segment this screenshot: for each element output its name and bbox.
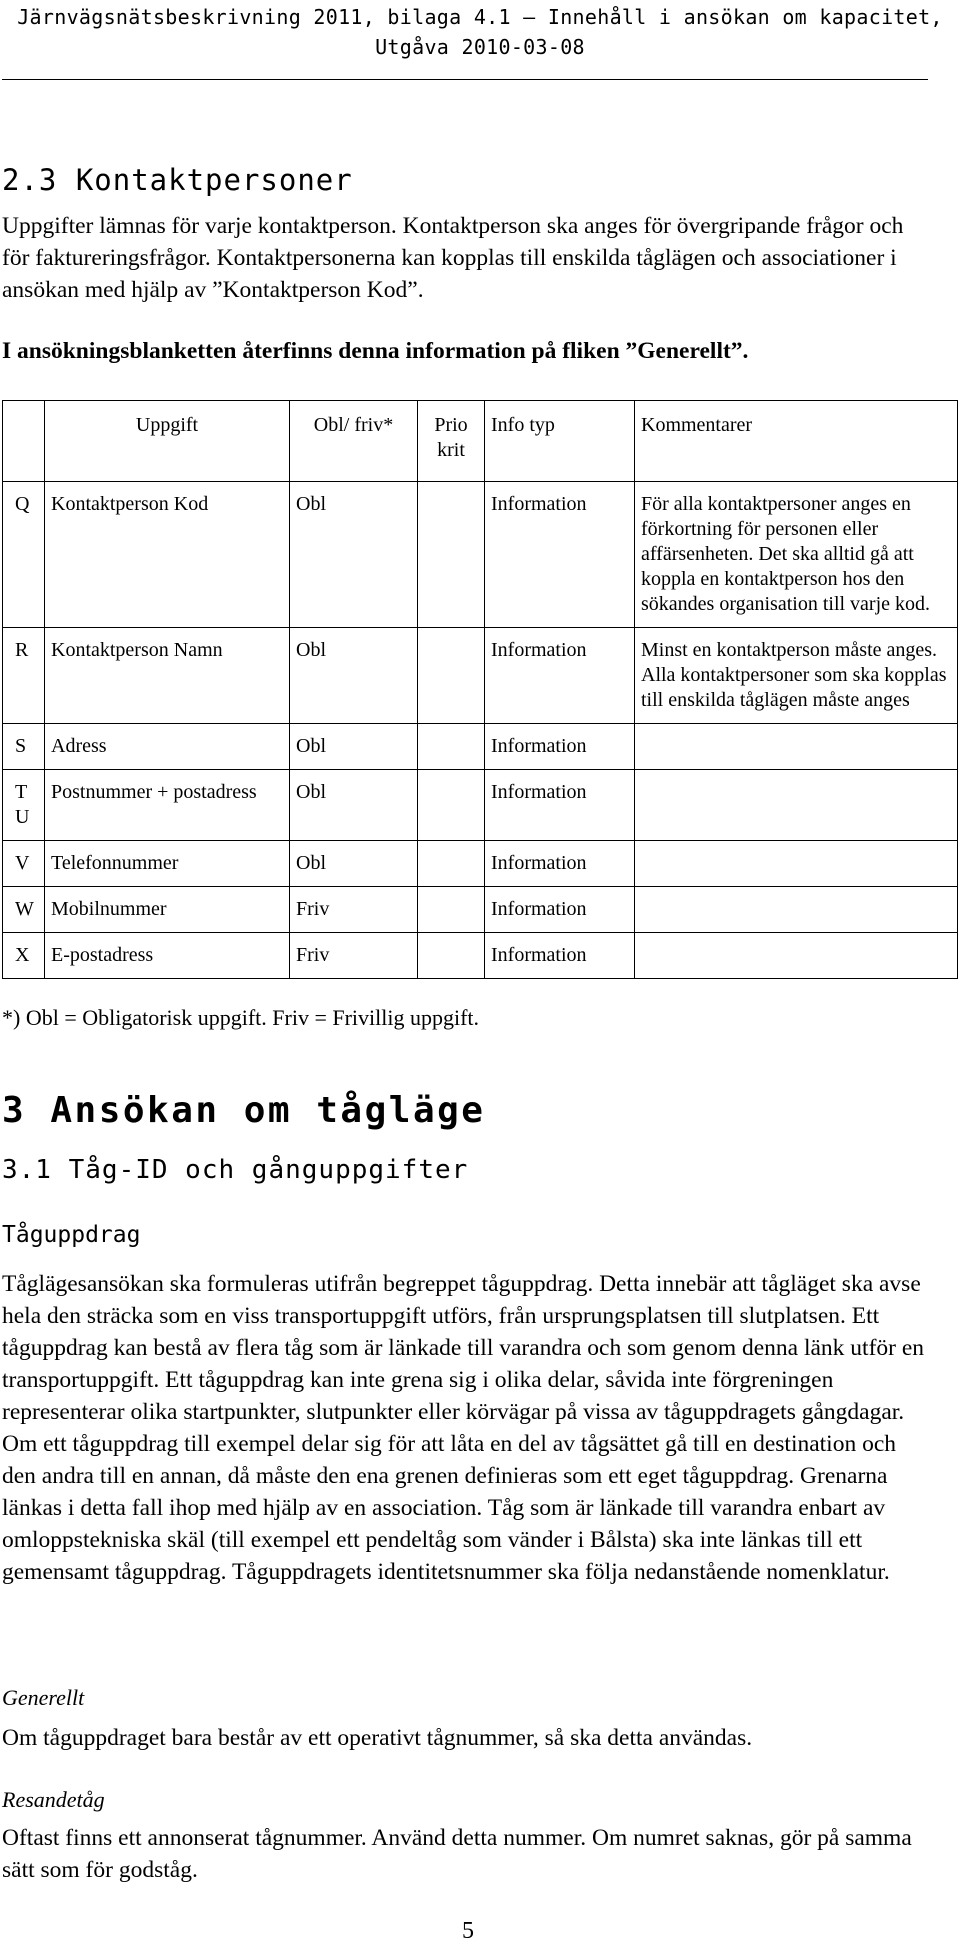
subsection-heading-taguppdrag: Tåguppdrag xyxy=(2,1222,141,1248)
row-obl: Friv xyxy=(290,933,418,979)
row-letter: R xyxy=(3,628,45,724)
page-number: 5 xyxy=(462,1918,474,1944)
row-kommentar xyxy=(635,933,958,979)
table-row xyxy=(3,628,958,724)
row-kommentar: För alla kontaktpersoner anges en förkortning för personen eller affärsenheten. Det ska alltid gå att koppla en kontaktperson hos den sökandes organisation till varje kod. xyxy=(635,482,958,628)
table-row xyxy=(3,841,958,887)
table-row xyxy=(3,724,958,770)
row-prio xyxy=(418,724,485,770)
section-heading-3: 3 Ansökan om tågläge xyxy=(2,1090,486,1131)
row-letter: Q xyxy=(3,482,45,628)
row-kommentar xyxy=(635,770,958,841)
table-row xyxy=(3,482,958,628)
row-info: Information xyxy=(485,628,635,724)
row-uppgift: Kontaktperson Kod xyxy=(45,482,290,628)
section-intro-paragraph: Uppgifter lämnas för varje kontaktperson. Kontaktperson ska anges för övergripande frågor och för faktureringsfrågor. Kontaktpersonerna kan kopplas till enskilda tåglägen och associationer i ansökan med hjälp av ”Kontaktperson Kod”. xyxy=(2,213,904,303)
row-prio xyxy=(418,482,485,628)
row-letter: S xyxy=(3,724,45,770)
row-obl: Obl xyxy=(290,628,418,724)
row-prio xyxy=(418,933,485,979)
header-obl-friv: Obl/ friv* xyxy=(290,401,418,482)
row-uppgift: Adress xyxy=(45,724,290,770)
row-obl: Obl xyxy=(290,841,418,887)
row-kommentar: Minst en kontaktperson måste anges. Alla kontaktpersoner som ska kopplas till enskilda tåglägen måste anges xyxy=(635,628,958,724)
table-row xyxy=(3,933,958,979)
section-heading-2-3: 2.3 Kontaktpersoner xyxy=(2,163,353,197)
row-letter: V xyxy=(3,841,45,887)
row-uppgift: Mobilnummer xyxy=(45,887,290,933)
table-header-row xyxy=(3,401,958,482)
row-info: Information xyxy=(485,933,635,979)
row-uppgift: Telefonnummer xyxy=(45,841,290,887)
section-heading-3-1: 3.1 Tåg-ID och gånguppgifter xyxy=(2,1155,469,1185)
generellt-heading: Generellt xyxy=(2,1685,85,1710)
taguppdrag-paragraph: Tåglägesansökan ska formuleras utifrån begreppet tåguppdrag. Detta innebär att tågläget ska avse hela den sträcka som en viss transportuppgift utförs, från ursprungsplatsen till slutplatsen. Ett tåguppdrag kan bestå av flera tåg som är länkade till varandra och som genom denna länk utför en transportuppgift. Ett tåguppdrag kan inte grena sig i olika delar, såvida inte förgreningen representerar olika startpunkter, slutpunkter eller körvägar på vissa av tåguppdragets gångdagar. Om ett tåguppdrag till exempel delar sig för att låta en del av tågsättet gå till en destination och den andra till en annan, då måste den ena grenen definieras som ett eget tåguppdrag. Grenarna länkas i detta fall ihop med hjälp av en association. Tåg som är länkade till varandra enbart av omloppstekniska skäl (till exempel ett pendeltåg som vänder i Bålsta) ska inte länkas till ett gemensamt tåguppdrag. Tåguppdragets identitetsnummer ska följa nedanstående nomenklatur. xyxy=(2,1271,925,1585)
header-kommentarer: Kommentarer xyxy=(635,401,958,482)
header-info-typ: Info typ xyxy=(485,401,635,482)
row-obl: Obl xyxy=(290,770,418,841)
row-prio xyxy=(418,628,485,724)
header-uppgift: Uppgift xyxy=(45,401,290,482)
resandetag-heading: Resandetåg xyxy=(2,1787,105,1812)
resandetag-text: Oftast finns ett annonserat tågnummer. Använd detta nummer. Om numret saknas, gör på samma sätt som för godståg. xyxy=(2,1825,912,1883)
header-line-1: Järnvägsnätsbeskrivning 2011, bilaga 4.1 – Innehåll i ansökan om kapacitet, xyxy=(17,5,943,29)
row-uppgift: E-postadress xyxy=(45,933,290,979)
table-footnote: *) Obl = Obligatorisk uppgift. Friv = Frivillig uppgift. xyxy=(2,1005,480,1030)
row-letter: T U xyxy=(3,770,45,841)
row-kommentar xyxy=(635,887,958,933)
row-obl: Obl xyxy=(290,482,418,628)
row-kommentar xyxy=(635,724,958,770)
row-obl: Obl xyxy=(290,724,418,770)
tab-note: I ansökningsblanketten återfinns denna information på fliken ”Generellt”. xyxy=(2,338,749,364)
header-letter-cell xyxy=(3,401,45,482)
row-letter: X xyxy=(3,933,45,979)
row-uppgift: Kontaktperson Namn xyxy=(45,628,290,724)
row-prio xyxy=(418,841,485,887)
generellt-text: Om tåguppdraget bara består av ett operativt tågnummer, så ska detta användas. xyxy=(2,1725,753,1751)
header-rule xyxy=(2,79,928,80)
row-kommentar xyxy=(635,841,958,887)
header-line-2: Utgåva 2010-03-08 xyxy=(375,35,585,59)
row-prio xyxy=(418,770,485,841)
row-info: Information xyxy=(485,770,635,841)
row-letter: W xyxy=(3,887,45,933)
contacts-table xyxy=(2,400,958,979)
table-row xyxy=(3,887,958,933)
row-info: Information xyxy=(485,841,635,887)
row-info: Information xyxy=(485,724,635,770)
row-info: Information xyxy=(485,887,635,933)
table-row xyxy=(3,770,958,841)
header-prio-krit: Prio krit xyxy=(418,401,485,482)
row-uppgift: Postnummer + postadress xyxy=(45,770,290,841)
row-info: Information xyxy=(485,482,635,628)
row-obl: Friv xyxy=(290,887,418,933)
running-header xyxy=(0,2,960,62)
row-prio xyxy=(418,887,485,933)
